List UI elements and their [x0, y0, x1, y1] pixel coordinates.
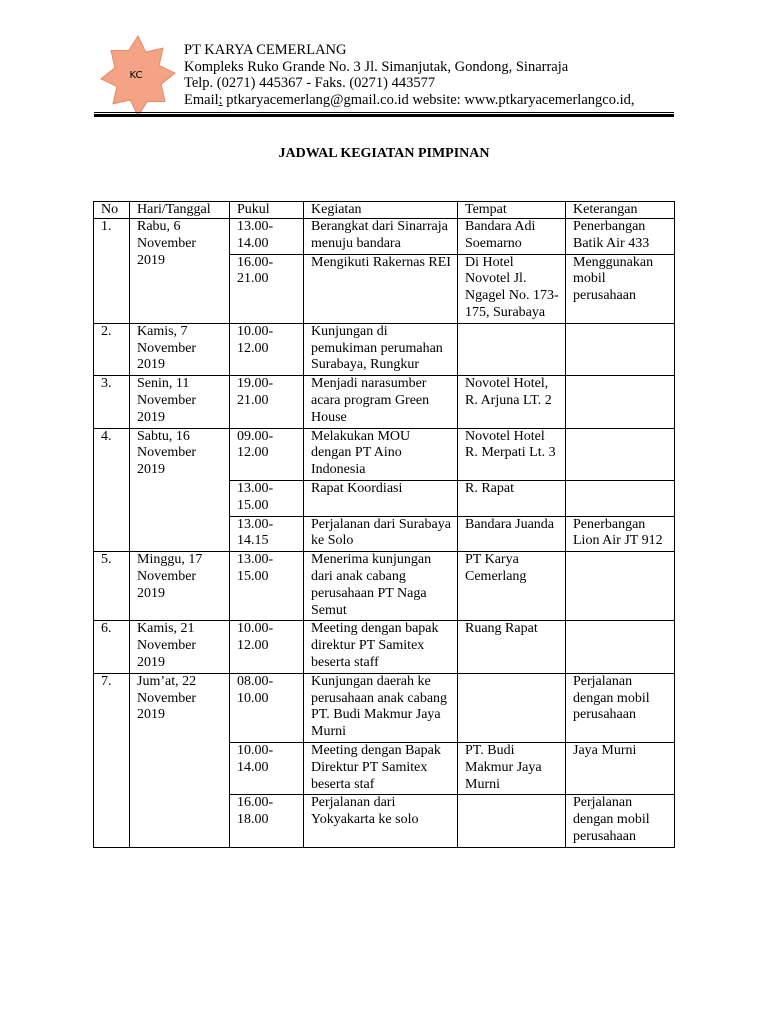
cell-activity: Kunjungan daerah ke perusahaan anak cabang PT. Budi Makmur Jaya Murni — [304, 673, 458, 742]
cell-place — [458, 795, 566, 847]
email-label: Email — [184, 91, 219, 108]
cell-date: Minggu, 17 November 2019 — [130, 552, 230, 621]
table-row — [94, 219, 675, 255]
cell-note: Perjalanan dengan mobil perusahaan — [566, 795, 675, 847]
schedule-table — [93, 201, 675, 848]
column-header: Keterangan — [566, 202, 675, 219]
cell-note: Perjalanan dengan mobil perusahaan — [566, 673, 675, 742]
cell-time: 08.00-10.00 — [230, 673, 304, 742]
cell-no: 5. — [94, 552, 130, 621]
email-separator: : — [218, 91, 223, 108]
cell-no: 7. — [94, 673, 130, 847]
cell-time: 13.00-15.00 — [230, 480, 304, 516]
cell-activity: Mengikuti Rakernas REI — [304, 254, 458, 323]
table-row — [94, 673, 675, 742]
document-title: JADWAL KEGIATAN PIMPINAN — [278, 146, 490, 161]
cell-time: 16.00-18.00 — [230, 795, 304, 847]
cell-note — [566, 552, 675, 621]
company-phone: Telp. (0271) 445367 - Faks. (0271) 443577 — [184, 75, 436, 92]
cell-activity: Meeting dengan Bapak Direktur PT Samitex beserta staf — [304, 742, 458, 794]
column-header: Kegiatan — [304, 202, 458, 219]
column-header: Pukul — [230, 202, 304, 219]
cell-time: 19.00-21.00 — [230, 376, 304, 428]
cell-activity: Menjadi narasumber acara program Green House — [304, 376, 458, 428]
cell-time: 09.00-12.00 — [230, 428, 304, 480]
cell-note — [566, 376, 675, 428]
logo-text: KC — [129, 70, 143, 81]
cell-place: Bandara Juanda — [458, 516, 566, 552]
cell-activity: Perjalanan dari Surabaya ke Solo — [304, 516, 458, 552]
header-rule-thick — [94, 114, 674, 117]
cell-time: 13.00-15.00 — [230, 552, 304, 621]
table-row — [94, 376, 675, 428]
cell-place: Novotel Hotel R. Merpati Lt. 3 — [458, 428, 566, 480]
column-header: No — [94, 202, 130, 219]
cell-no: 6. — [94, 621, 130, 673]
company-email-line — [184, 92, 635, 109]
company-address: Kompleks Ruko Grande No. 3 Jl. Simanjutak, Gondong, Sinarraja — [184, 58, 569, 75]
column-header: Tempat — [458, 202, 566, 219]
cell-no: 2. — [94, 323, 130, 375]
table-body — [94, 219, 675, 848]
cell-time: 10.00-12.00 — [230, 621, 304, 673]
cell-date: Kamis, 7 November 2019 — [130, 323, 230, 375]
cell-note — [566, 428, 675, 480]
cell-no: 1. — [94, 219, 130, 324]
company-logo — [98, 34, 178, 114]
cell-place — [458, 673, 566, 742]
cell-place: Novotel Hotel, R. Arjuna LT. 2 — [458, 376, 566, 428]
cell-note — [566, 323, 675, 375]
cell-time: 10.00-14.00 — [230, 742, 304, 794]
cell-place — [458, 323, 566, 375]
table-header-row — [94, 202, 675, 219]
email-website: ptkaryacemerlang@gmail.co.id website: www.ptkaryacemerlangco.id, — [222, 91, 635, 108]
star-logo-icon — [98, 34, 178, 114]
cell-activity: Menerima kunjungan dari anak cabang perusahaan PT Naga Semut — [304, 552, 458, 621]
cell-date: Sabtu, 16 November 2019 — [130, 428, 230, 552]
cell-place: PT Karya Cemerlang — [458, 552, 566, 621]
cell-place: Di Hotel Novotel Jl. Ngagel No. 173-175, Surabaya — [458, 254, 566, 323]
cell-note — [566, 480, 675, 516]
table-row — [94, 621, 675, 673]
cell-no: 3. — [94, 376, 130, 428]
cell-time: 13.00-14.00 — [230, 219, 304, 255]
table-row — [94, 428, 675, 480]
cell-note: Menggunakan mobil perusahaan — [566, 254, 675, 323]
header-rule-thin — [94, 112, 674, 113]
column-header: Hari/Tanggal — [130, 202, 230, 219]
cell-time: 16.00-21.00 — [230, 254, 304, 323]
company-header — [184, 42, 635, 108]
cell-activity: Melakukan MOU dengan PT Aino Indonesia — [304, 428, 458, 480]
cell-place: R. Rapat — [458, 480, 566, 516]
company-name: PT KARYA CEMERLANG — [184, 42, 347, 58]
cell-time: 13.00-14.15 — [230, 516, 304, 552]
cell-date: Rabu, 6 November 2019 — [130, 219, 230, 324]
cell-note: Jaya Murni — [566, 742, 675, 794]
cell-no: 4. — [94, 428, 130, 552]
cell-place: Ruang Rapat — [458, 621, 566, 673]
table-row — [94, 552, 675, 621]
cell-place: PT. Budi Makmur Jaya Murni — [458, 742, 566, 794]
cell-activity: Perjalanan dari Yokyakarta ke solo — [304, 795, 458, 847]
cell-date: Senin, 11 November 2019 — [130, 376, 230, 428]
cell-place: Bandara Adi Soemarno — [458, 219, 566, 255]
cell-date: Kamis, 21 November 2019 — [130, 621, 230, 673]
cell-note — [566, 621, 675, 673]
cell-note: Penerbangan Lion Air JT 912 — [566, 516, 675, 552]
cell-activity: Rapat Koordiasi — [304, 480, 458, 516]
cell-activity: Berangkat dari Sinarraja menuju bandara — [304, 219, 458, 255]
cell-note: Penerbangan Batik Air 433 — [566, 219, 675, 255]
cell-date: Jum’at, 22 November 2019 — [130, 673, 230, 847]
cell-activity: Meeting dengan bapak direktur PT Samitex beserta staff — [304, 621, 458, 673]
table-row — [94, 323, 675, 375]
cell-time: 10.00-12.00 — [230, 323, 304, 375]
cell-activity: Kunjungan di pemukiman perumahan Surabaya, Rungkur — [304, 323, 458, 375]
